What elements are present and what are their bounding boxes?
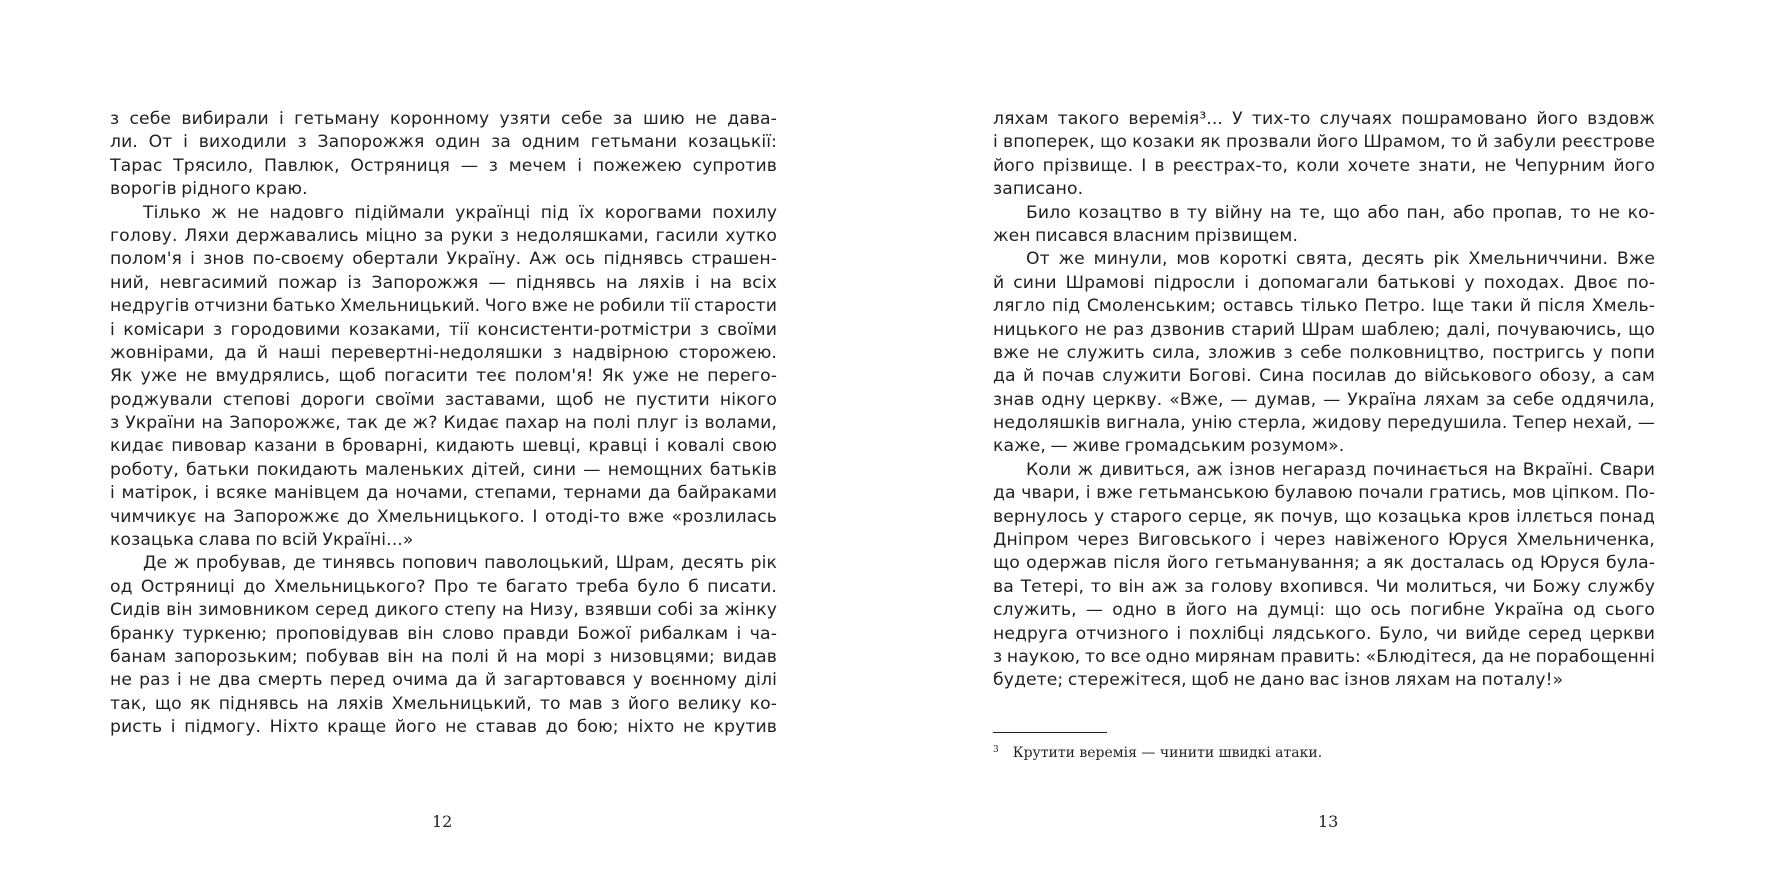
text-line: записано.: [993, 179, 1084, 200]
text-line: Дніпром через Виговського і через навіженого Юруся Хмельниченка,: [993, 530, 1655, 551]
text-line: так, що як піднявсь на ляхів Хмельницький, то мав з його велику ко-: [110, 693, 777, 714]
text-line: да чвари, і вже гетьманською булавою почали гратись, мов ціпком. По-: [993, 483, 1655, 504]
text-line: Де ж пробував, де тинявсь попович паволоцький, Шрам, десять рік: [143, 553, 777, 574]
text-line: ний, невгасимий пожар із Запорожжя — піднявсь на ляхів і на всіх: [110, 272, 777, 293]
text-line: банам запорозьким; побував він на полі й на морі з низовцями; видав: [110, 646, 777, 667]
right-page-text: [993, 108, 1655, 693]
text-line: служить, — одно в його на думці: що ось погибне Україна од сього: [993, 600, 1655, 621]
text-line: Тарас Трясило, Павлюк, Остряниця — з мечем і пожежею супротив: [110, 155, 777, 176]
text-line: не раз і не два смерть перед очима да й загартовався у воєнному ділі: [110, 670, 777, 691]
footnote-divider: [993, 732, 1107, 733]
text-line: його прізвище. І в реєстрах-то, коли хочете знати, не Чепурним його: [993, 155, 1655, 176]
text-line: з себе вибирали і гетьману коронному узяти себе за шию не дава-: [110, 109, 777, 129]
text-line: полом'я і знов по-своєму обертали Україну. Аж ось піднявсь страшен-: [110, 249, 777, 270]
text-line: будете; стережітеся, щоб не дано вас ізнов ляхам на поталу!»: [993, 670, 1564, 691]
left-page: [0, 0, 882, 882]
text-line: знав одну церкву. «Вже, — думав, — Україна ляхам за себе оддячила,: [993, 389, 1655, 410]
text-line: Як уже не вмудрялись, щоб погасити теє полом'я! Як уже не перего-: [110, 366, 777, 387]
text-line: недруга отчизного і похлібці лядського. Було, чи вийде серед церкви: [993, 623, 1655, 644]
left-page-text: [110, 108, 777, 740]
text-line: кидає пивовар казани в броварні, кидають шевці, кравці і ковалі свою: [110, 436, 777, 457]
text-line: з України на Запорожжє, так де ж? Кидає пахар на полі плуг із волами,: [110, 413, 777, 434]
text-line: од Остряниці до Хмельницького? Про те багато треба було б писати.: [110, 576, 777, 597]
text-line: роджували степові дороги своїми заставами, щоб не пустити нікого: [110, 389, 777, 410]
text-line: ли. От і виходили з Запорожжя один за одним гетьмани козацькії:: [110, 132, 777, 153]
text-line: що одержав після його гетьманування; а як досталась од Юруся була-: [993, 553, 1655, 574]
text-line: ницького не раз дзвонив старий Шрам шаблею; далі, почуваючись, що: [993, 319, 1655, 340]
text-line: і комісари з городовими козаками, тії консистенти-ротмістри з своїми: [110, 319, 777, 340]
page-number: 13: [1318, 812, 1339, 831]
text-line: вернулось у старого серце, як почув, що козацька кров іллється понад: [993, 506, 1655, 527]
text-line: голову. Ляхи державались міцно за руки з недоляшками, гасили хутко: [110, 225, 777, 246]
right-page: [882, 0, 1765, 882]
text-line: і впоперек, що козаки як прозвали його Шрамом, то й забули реєстрове: [993, 132, 1655, 153]
page-number: 12: [432, 812, 453, 831]
text-line: да й почав служити Богові. Сина посилав до військового обозу, а сам: [993, 366, 1655, 387]
footnote-text: Крутити веремія — чинити швидкі атаки.: [1012, 745, 1323, 761]
text-line: вже не служить сила, зложив з себе полковництво, постригсь у попи: [993, 342, 1655, 363]
text-line: Тілько ж не надовго підіймали українці під їх корогвами похилу: [143, 202, 777, 223]
text-line: роботу, батьки покидають маленьких дітей, сини — немощних батьків: [110, 459, 777, 480]
text-line: й сини Шрамові підросли і допомагали батькові у походах. Двоє по-: [993, 272, 1655, 293]
text-line: жовнірами, да й наші перевертні-недоляшки з надвірною сторожею.: [110, 342, 777, 363]
text-line: От же минули, мов короткі свята, десять рік Хмельниччини. Вже: [1026, 249, 1655, 270]
text-line: Сидів він зимовником серед дикого степу на Низу, взявши собі за жінку: [110, 600, 777, 621]
text-line: з наукою, то все одно мирянам править: «Блюдітеся, да не порабощенні: [993, 646, 1655, 667]
text-line: недоляшків вигнала, унію стерла, жидову передушила. Тепер нехай, —: [993, 413, 1655, 434]
text-line: недругів отчизни батько Хмельницький. Чого вже не робили тії старости: [110, 296, 778, 317]
text-line: лягло під Смоленським; оставсь тілько Петро. Іще таки й після Хмель-: [993, 296, 1655, 317]
text-line: ва Тетері, то він аж за голову вхопився. Чи молиться, чи Божу службу: [993, 576, 1655, 597]
text-line: каже, — живе громадським розумом».: [993, 436, 1345, 457]
text-line: і матірок, і всяке манівцем да ночами, степами, тернами да байраками: [110, 483, 777, 504]
footnote: [993, 741, 1322, 762]
text-line: ристь і підмогу. Ніхто краще його не ставав до бою; ніхто не крутив: [110, 717, 777, 738]
text-line: ворогів рідного краю.: [110, 179, 308, 200]
text-line: козацька слава по всій Україні...»: [110, 530, 414, 551]
footnote-mark: 3: [993, 745, 999, 755]
text-line: жен писався власним прізвищем.: [993, 225, 1299, 246]
text-line: Било козацтво в ту війну на те, що або пан, або пропав, то не ко-: [1026, 202, 1655, 223]
text-line: Коли ж дивиться, аж ізнов негаразд починається на Вкраїні. Свари: [1026, 459, 1655, 480]
text-line: ляхам такого веремія³... У тих-то случаях пошрамовано його вздовж: [993, 109, 1655, 129]
text-line: бранку туркеню; проповідував він слово правди Божої рибалкам і ча-: [110, 623, 777, 644]
text-line: чимчикує на Запорожжє до Хмельницького. І отоді-то вже «розлилась: [110, 506, 777, 527]
